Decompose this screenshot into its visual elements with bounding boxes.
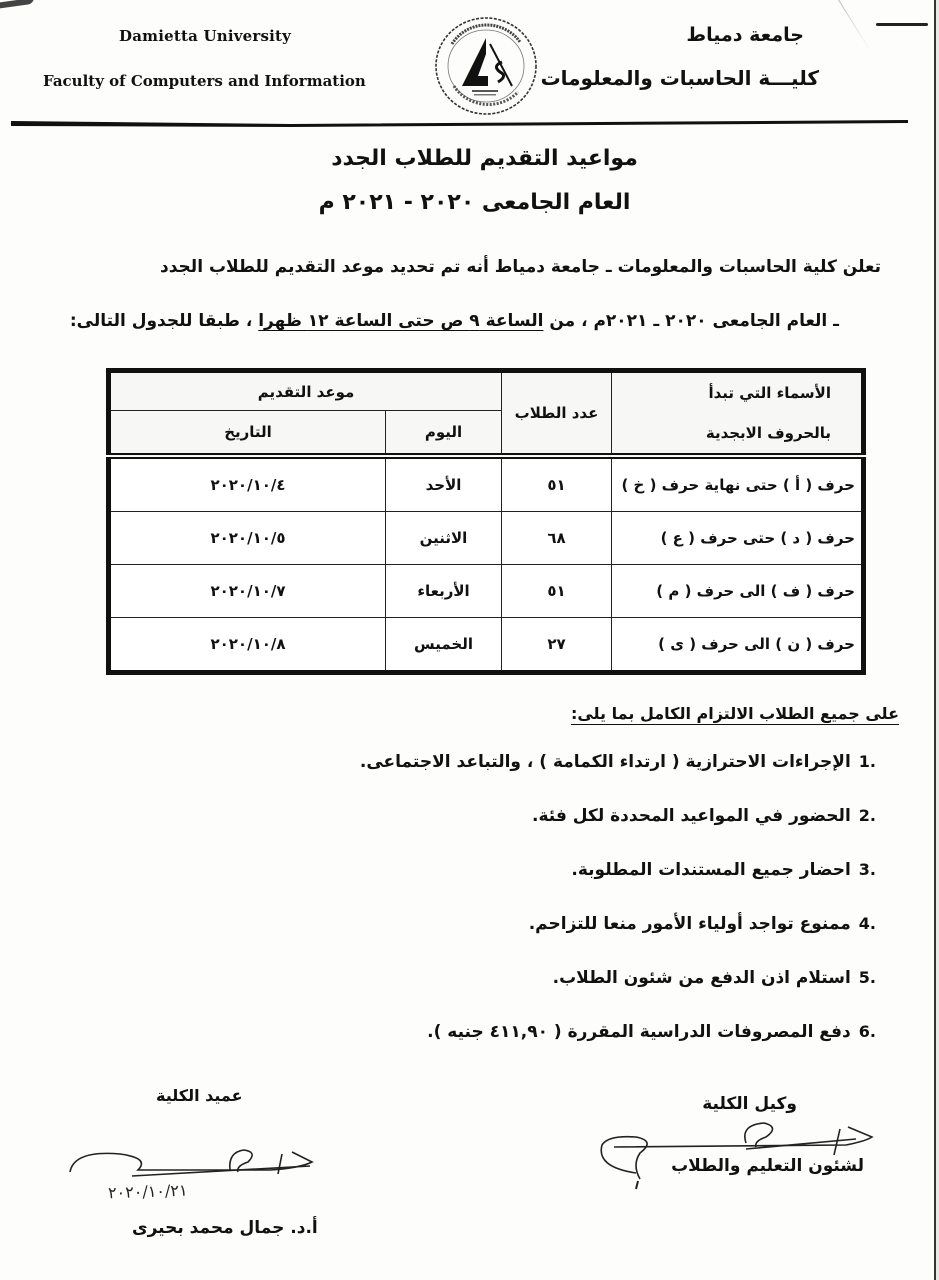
document-title: مواعيد التقديم للطلاب الجدد	[331, 146, 638, 171]
dean-name: أ.د. جمال محمد بحيرى	[132, 1218, 318, 1238]
item-number: 4.	[858, 914, 876, 933]
item-number: 6.	[858, 1022, 876, 1041]
announcement-line-1: تعلن كلية الحاسبات والمعلومات ـ جامعة دمياط أنه تم تحديد موعد التقديم للطلاب الجدد	[160, 257, 881, 277]
item-number: 2.	[858, 806, 876, 825]
dean-handwritten-date: ٢٠٢٠/١٠/٢١	[107, 1180, 188, 1203]
dean-title: عميد الكلية	[156, 1086, 243, 1105]
item-text: استلام اذن الدفع من شئون الطلاب.	[552, 968, 851, 988]
cell-date: ٢٠٢٠/١٠/٥	[109, 512, 386, 565]
table-row	[109, 618, 864, 673]
cell-date: ٢٠٢٠/١٠/٧	[109, 565, 386, 618]
header-day: اليوم	[386, 411, 502, 456]
item-number: 1.	[858, 752, 876, 771]
item-text: الإجراءات الاحترازية ( ارتداء الكمامة ) ، والتباعد الاجتماعى.	[359, 752, 851, 772]
cell-date: ٢٠٢٠/١٠/٤	[109, 456, 386, 512]
faculty-logo-seal	[432, 14, 540, 118]
header-names-line-2: بالحروف الابجدية	[705, 424, 831, 442]
table-row	[109, 512, 864, 565]
university-name-en: Damietta University	[119, 27, 292, 45]
table-row	[109, 456, 864, 512]
header-schedule: موعد التقديم	[109, 371, 502, 411]
announcement-line-2	[70, 311, 839, 331]
header-divider-rule	[11, 118, 908, 127]
cell-letter-range: حرف ( د ) حتى حرف ( ع )	[612, 512, 864, 565]
cell-student-count: ٦٨	[502, 512, 612, 565]
cell-day: الخميس	[386, 618, 502, 673]
cell-student-count: ٢٧	[502, 618, 612, 673]
cell-letter-range: حرف ( ن ) الى حرف ( ى )	[612, 618, 864, 673]
announcement-tail: ، طبقا للجدول التالى:	[69, 311, 253, 331]
instructions-heading: على جميع الطلاب الالتزام الكامل بما يلى:	[570, 704, 899, 723]
scan-corner-mark	[0, 0, 34, 8]
academic-year-subtitle: العام الجامعى ٢٠٢٠ - ٢٠٢١ م	[318, 190, 631, 215]
dean-signature	[60, 1140, 320, 1185]
application-schedule-table	[106, 368, 866, 675]
vice-dean-department: لشئون التعليم والطلاب	[671, 1156, 864, 1176]
list-item	[360, 1022, 876, 1076]
paper-fold-line	[838, 0, 871, 51]
header-date: التاريخ	[109, 411, 386, 456]
cell-day: الأحد	[386, 456, 502, 512]
cell-date: ٢٠٢٠/١٠/٨	[109, 618, 386, 673]
item-text: ممنوع تواجد أولياء الأمور منعا للتزاحم.	[528, 914, 851, 934]
vice-dean-signature	[596, 1115, 876, 1195]
vice-dean-title: وكيل الكلية	[702, 1094, 797, 1114]
list-item	[360, 860, 876, 914]
list-item	[360, 968, 876, 1022]
item-text: دفع المصروفات الدراسية المقررة ( ٤١١,٩٠ جنيه ).	[427, 1022, 851, 1042]
cell-day: الاثنين	[386, 512, 502, 565]
cell-letter-range: حرف ( أ ) حتى نهاية حرف ( خ )	[612, 456, 864, 512]
item-number: 3.	[858, 860, 876, 879]
list-item	[360, 752, 876, 806]
table-row	[109, 565, 864, 618]
item-text: الحضور في المواعيد المحددة لكل فئة.	[532, 806, 851, 826]
announcement-hours: الساعة ٩ ص حتى الساعة ١٢ ظهرا	[258, 311, 544, 331]
cell-letter-range: حرف ( ف ) الى حرف ( م )	[612, 565, 864, 618]
item-number: 5.	[858, 968, 876, 987]
instructions-list	[360, 752, 876, 1076]
list-item	[360, 914, 876, 968]
list-item	[360, 806, 876, 860]
header-names-range	[612, 371, 864, 457]
announcement-year-text: ـ العام الجامعى ٢٠٢٠ ـ ٢٠٢١م ، من	[549, 311, 839, 331]
item-text: احضار جميع المستندات المطلوبة.	[571, 860, 851, 880]
cell-student-count: ٥١	[502, 565, 612, 618]
header-names-line-1: الأسماء التي تبدأ	[708, 384, 831, 402]
faculty-name-ar: كليـــة الحاسبات والمعلومات	[540, 66, 819, 90]
cell-day: الأربعاء	[386, 565, 502, 618]
cell-student-count: ٥١	[502, 456, 612, 512]
header-student-count: عدد الطلاب	[502, 371, 612, 457]
university-name-ar: جامعة دمياط	[686, 24, 804, 46]
pen-mark	[876, 23, 928, 26]
faculty-name-en: Faculty of Computers and Information	[43, 72, 366, 90]
